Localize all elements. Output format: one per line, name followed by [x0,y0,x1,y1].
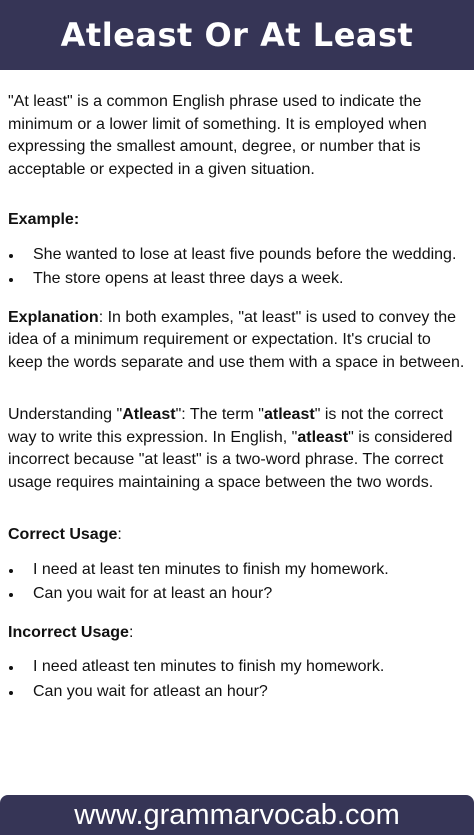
understanding-text-2: ": The term " [175,406,264,423]
understanding-text-4: " is considered incorrect because "at least" is a two-word phrase. The correct usage requires maintaining a space between the two words. [8,428,453,491]
list-item: I need atleast ten minutes to finish my homework. [8,656,469,679]
explanation-label: Explanation [8,308,99,326]
incorrect-usage-heading [8,622,469,645]
understanding-text-1: Understanding " [8,406,123,423]
incorrect-usage-list [8,656,469,703]
incorrect-usage-colon: : [128,623,134,641]
list-item: Can you wait for atleast an hour? [8,681,469,704]
understanding-term-3: atleast [297,428,349,446]
footer-banner [0,795,474,835]
understanding-text-3: " is not the correct way to write this expression. In English, " [8,406,444,446]
explanation-paragraph [8,307,469,375]
correct-usage-label: Correct Usage [8,526,118,543]
list-item: I need at least ten minutes to finish my homework. [8,559,469,582]
list-item: She wanted to lose at least five pounds before the wedding. [8,244,469,267]
correct-usage-colon: : [117,526,122,543]
article-body [8,91,469,705]
header-banner [0,0,474,70]
page-title: Atleast Or At Least [60,16,414,54]
explanation-text: : In both examples, "at least" is used to convey the idea of a minimum requirement or expectation. It's crucial to keep the words separate and use them with a space in between. [8,308,465,371]
example-list [8,244,469,291]
site-url[interactable]: www.grammarvocab.com [74,798,400,831]
intro-paragraph: "At least" is a common English phrase used to indicate the minimum or a lower limit of something. It is employed when expressing the smallest amount, degree, or number that is acceptable or expected in a given situation. [8,93,427,178]
understanding-term-1: Atleast [122,406,176,423]
list-item: The store opens at least three days a week. [8,268,469,291]
correct-usage-heading [8,524,469,547]
understanding-term-2: atleast [263,406,315,423]
incorrect-usage-label: Incorrect Usage [8,623,129,641]
correct-usage-list [8,559,469,606]
understanding-paragraph [8,404,469,494]
example-heading: Example: [8,211,80,228]
list-item: Can you wait for at least an hour? [8,583,469,606]
